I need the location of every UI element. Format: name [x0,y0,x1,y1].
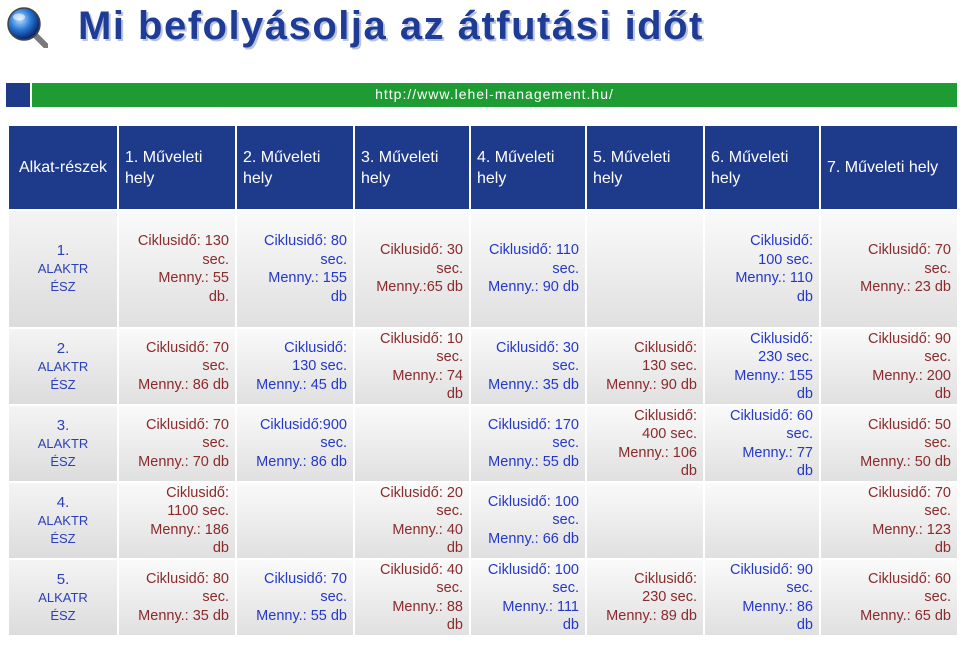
cell-line: Ciklusidő: 80 [145,570,229,587]
cell-line: sec. [202,358,229,375]
cell-line: Ciklusidő: [634,570,697,587]
cycle-time-cell [118,210,236,328]
cell-line: sec. [924,503,951,519]
cell-line: 100 sec. [758,251,813,268]
page-title: Mi befolyásolja az átfutási időt [78,4,704,48]
cell-line: Ciklusidő: 130 [137,233,229,249]
cell-line: Menny.: 186 [150,521,229,538]
header-station-5: 5. Műveleti hely [586,125,704,210]
cell-line: Ciklusidő: 100 [487,493,579,510]
cell-line: db. [208,288,229,305]
cell-line: sec. [436,580,463,596]
cell-line: Menny.: 106 [618,444,697,461]
cell-line: Menny.: 86 db [256,453,347,470]
cycle-time-cell [586,559,704,636]
cycle-time-cell [118,482,236,559]
part-label-line: ALKATR [38,589,88,605]
cycle-time-cell [118,559,236,636]
part-label-line: ÉSZ [50,279,76,294]
cycle-time-cell [236,559,354,636]
cell-line: Ciklusidő: 70 [867,242,951,259]
cycle-time-cell [354,559,470,636]
part-label [8,482,118,559]
table-row [8,210,958,328]
part-label-line: 4. [56,493,70,511]
header-row [8,125,958,210]
cycle-time-cell [354,482,470,559]
cell-line: Menny.: 111 [502,598,579,615]
cell-line: sec. [320,251,347,268]
cell-line: db [562,617,579,633]
cell-line: db [796,617,813,633]
cell-line: db [796,288,813,305]
cycle-time-cell [704,559,820,636]
cycle-time-cell [236,210,354,328]
cell-line: Menny.: 86 [742,598,813,615]
cell-line: Menny.: 90 db [488,279,579,296]
cell-line: Menny.: 123 [872,521,951,538]
cell-line: Menny.: 35 db [138,607,229,624]
table-row [8,328,958,405]
cell-line: Ciklusidő: 90 [729,561,813,578]
cycle-time-cell [470,328,586,405]
cell-line: Ciklusidő:900 [259,416,347,433]
cell-line: Menny.: 40 [392,521,463,538]
cell-line: Ciklusidő: [750,233,813,249]
cycle-time-table [7,124,959,637]
cycle-time-cell [820,482,958,559]
part-label-line: ALAKTR [37,435,89,451]
part-label-line: ÉSZ [50,376,76,392]
part-label-line: ÉSZ [50,530,76,546]
cell-line: Menny.: 74 [392,367,463,384]
cell-line: Ciklusidő: 100 [487,561,579,578]
cell-line: Ciklusidő: 80 [263,233,347,249]
title-area [0,0,960,64]
cycle-time-cell [354,328,470,405]
cell-line: sec. [924,589,951,606]
cell-line: Menny.: 155 [734,367,813,384]
cell-line: Menny.:65 db [376,279,463,296]
cell-line: db [330,288,347,305]
cycle-time-cell [820,328,958,405]
table-row [8,405,958,482]
cell-line: Ciklusidő: [634,407,697,424]
cell-line: sec. [202,589,229,606]
cell-line: sec. [552,435,579,452]
header-parts: Alkat-részek [8,125,118,210]
part-label-line: ALAKTR [37,261,89,276]
part-label-line: ALAKTR [37,512,89,528]
cell-line: Ciklusidő: 90 [867,330,951,347]
cycle-time-cell [586,482,704,559]
header-station-3: 3. Műveleti hely [354,125,470,210]
cell-line: Menny.: 35 db [488,376,579,393]
cycle-time-cell [354,210,470,328]
cell-line: 400 sec. [642,426,697,442]
cycle-time-cell [236,482,354,559]
cell-line: Ciklusidő: [750,330,813,347]
cell-line: Ciklusidő: 10 [379,330,463,347]
cell-line: sec. [436,503,463,519]
website-url: http://www.lehel-management.hu/ [375,86,614,102]
cell-line: db [446,540,463,556]
cell-line: db [446,617,463,633]
cell-line: Ciklusidő: 70 [263,570,347,587]
cell-line: Ciklusidő: 50 [867,416,951,433]
part-label-line: ÉSZ [50,607,76,623]
cell-line: sec. [552,358,579,375]
cell-line: Ciklusidő: 40 [379,561,463,578]
cell-line: Ciklusidő: 110 [488,242,579,259]
cell-line: db [796,463,813,479]
cycle-time-cell [470,210,586,328]
part-label [8,210,118,328]
cell-line: Menny.: 23 db [860,279,951,296]
header-station-1: 1. Műveleti hely [118,125,236,210]
cell-line: sec. [320,589,347,606]
cell-line: db [934,386,951,402]
cell-line: Menny.: 50 db [860,453,951,470]
cell-line: Ciklusidő: 60 [867,570,951,587]
cell-line: 130 sec. [292,358,347,375]
part-label-line: ALAKTR [37,358,89,374]
cycle-time-cell [704,405,820,482]
cycle-time-cell [704,482,820,559]
header-station-4: 4. Műveleti hely [470,125,586,210]
cell-line: sec. [202,435,229,452]
cell-line: Menny.: 65 db [860,607,951,624]
cycle-time-cell [586,210,704,328]
part-label-line: 1. [56,242,70,259]
header-station-7: 7. Műveleti hely [820,125,958,210]
cycle-time-cell [704,328,820,405]
cell-line: Menny.: 66 db [488,530,579,547]
url-bar-accent [6,83,30,107]
cell-line: sec. [552,512,579,529]
cell-line: sec. [552,260,579,277]
cell-line: Menny.: 86 db [138,376,229,393]
cell-line: Ciklusidő: 60 [729,407,813,424]
cell-line: Menny.: 45 db [256,376,347,393]
cell-line: db [212,540,229,556]
cell-line: db [934,540,951,556]
cell-line: sec. [924,349,951,365]
part-label-line: ÉSZ [50,453,76,469]
cell-line: db [446,386,463,402]
cell-line: Ciklusidő: 70 [867,484,951,501]
part-label [8,405,118,482]
cell-line: Menny.: 155 [268,270,347,286]
cycle-time-cell [586,328,704,405]
cycle-time-cell [820,210,958,328]
part-label [8,559,118,636]
cell-line: Menny.: 89 db [606,607,697,624]
cell-line: Menny.: 90 db [606,376,697,393]
cell-line: Ciklusidő: 30 [379,242,463,259]
cycle-time-cell [236,405,354,482]
cycle-time-cell [470,405,586,482]
cell-line: sec. [786,580,813,596]
cell-line: sec. [436,349,463,365]
cell-line: db [680,463,697,479]
globe-magnifier-icon [6,6,48,48]
table-row [8,482,958,559]
cell-line: sec. [924,260,951,277]
cycle-time-cell [236,328,354,405]
cell-line: Menny.: 55 db [488,453,579,470]
part-label-line: 5. [56,570,70,588]
cell-line: sec. [320,435,347,452]
cycle-time-cell [820,405,958,482]
cell-line: Menny.: 88 [392,598,463,615]
cell-line: Ciklusidő: 170 [487,416,579,433]
cycle-time-cell [470,559,586,636]
cycle-time-cell [118,405,236,482]
cell-line: 130 sec. [642,358,697,375]
cell-line: sec. [202,251,229,268]
cycle-time-cell [820,559,958,636]
cell-line: Menny.: 77 [742,444,813,461]
cell-line: Menny.: 110 [735,270,813,286]
cell-line: Ciklusidő: [634,339,697,356]
cell-line: 230 sec. [642,589,697,606]
cycle-time-cell [118,328,236,405]
part-label-line: 2. [56,339,70,357]
cell-line: Menny.: 55 [158,270,229,286]
cell-line: Ciklusidő: [284,339,347,356]
cell-line: sec. [786,426,813,442]
cell-line: sec. [436,260,463,277]
header-station-6: 6. Műveleti hely [704,125,820,210]
cell-line: Ciklusidő: [166,484,229,501]
part-label [8,328,118,405]
cell-line: sec. [924,435,951,452]
cell-line: Menny.: 70 db [138,453,229,470]
cell-line: Ciklusidő: 70 [145,339,229,356]
table-row [8,559,958,636]
cell-line: Ciklusidő: 20 [379,484,463,501]
cell-line: Ciklusidő: 30 [495,339,579,356]
part-label-line: 3. [56,416,70,434]
cell-line: 230 sec. [758,349,813,365]
url-bar [32,83,957,107]
header-station-2: 2. Műveleti hely [236,125,354,210]
cell-line: Ciklusidő: 70 [145,416,229,433]
cell-line: db [796,386,813,402]
cycle-time-cell [586,405,704,482]
cycle-time-cell [354,405,470,482]
cell-line: Menny.: 55 db [256,607,347,624]
cell-line: 1100 sec. [167,503,229,519]
cell-line: Menny.: 200 [872,367,951,384]
cycle-time-cell [470,482,586,559]
cycle-time-cell [704,210,820,328]
cell-line: sec. [552,580,579,596]
